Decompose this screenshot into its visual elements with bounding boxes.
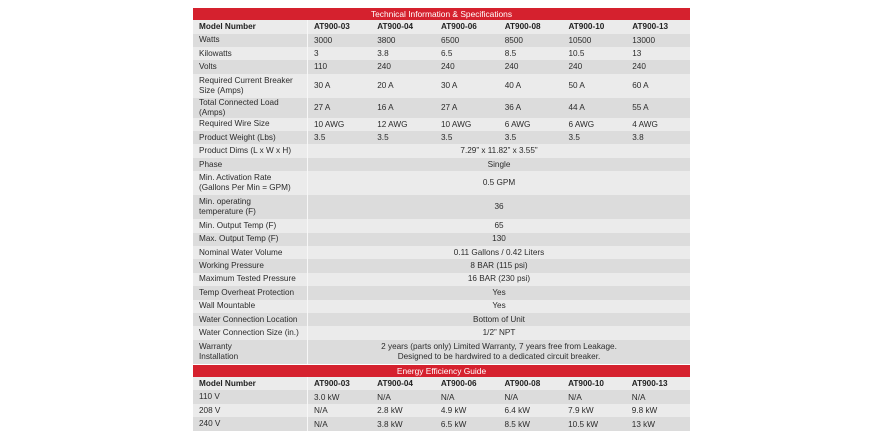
row-value: 55 A (626, 98, 690, 118)
header-model: AT900-04 (371, 377, 435, 391)
row-value: 6.5 (435, 47, 499, 60)
row-value: 36 A (499, 98, 563, 118)
header-model: AT900-04 (371, 20, 435, 34)
row-label: Min. Activation Rate (Gallons Per Min = GPM) (193, 171, 308, 195)
row-value: Yes (308, 300, 691, 313)
row-value: 65 (308, 219, 691, 232)
table-row (193, 326, 690, 339)
row-value: 60 A (626, 74, 690, 98)
row-value: 8 BAR (115 psi) (308, 259, 691, 272)
row-value: 3.5 (308, 131, 372, 144)
row-value: 50 A (563, 74, 627, 98)
table-row (193, 340, 690, 364)
spec-table (193, 20, 690, 364)
row-value: 110 (308, 60, 372, 73)
row-value: 7.29” x 11.82” x 3.55” (308, 144, 691, 157)
row-label: Product Weight (Lbs) (193, 131, 308, 144)
row-value: 30 A (308, 74, 372, 98)
row-value: 4 AWG (626, 118, 690, 131)
row-label: Product Dims (L x W x H) (193, 144, 308, 157)
table-row (193, 118, 690, 131)
row-label: Maximum Tested Pressure (193, 273, 308, 286)
row-label: Total Connected Load (Amps) (193, 98, 308, 118)
row-value: 10 AWG (308, 118, 372, 131)
row-label: Working Pressure (193, 259, 308, 272)
row-label: Water Connection Location (193, 313, 308, 326)
row-value: 44 A (563, 98, 627, 118)
row-label: 208 V (193, 404, 308, 418)
row-value: 240 (499, 60, 563, 73)
row-value: 27 A (308, 98, 372, 118)
row-value: 3.5 (499, 131, 563, 144)
table-row (193, 98, 690, 118)
row-value: 8500 (499, 34, 563, 47)
header-label: Model Number (193, 20, 308, 34)
header-model: AT900-08 (499, 20, 563, 34)
header-model: AT900-10 (562, 377, 626, 391)
row-value: Bottom of Unit (308, 313, 691, 326)
header-model: AT900-03 (308, 377, 372, 391)
row-label: Nominal Water Volume (193, 246, 308, 259)
table-row (193, 233, 690, 246)
row-value: 3.5 (563, 131, 627, 144)
row-value: 0.11 Gallons / 0.42 Liters (308, 246, 691, 259)
row-value: 27 A (435, 98, 499, 118)
row-label: Min. Output Temp (F) (193, 219, 308, 232)
table-row (193, 131, 690, 144)
row-label: Warranty Installation (193, 340, 308, 364)
row-label: Wall Mountable (193, 300, 308, 313)
table-row (193, 195, 690, 219)
table-row (193, 390, 690, 404)
row-value: N/A (371, 390, 435, 404)
row-label: 240 V (193, 417, 308, 431)
row-value: N/A (435, 390, 499, 404)
row-value: 240 (563, 60, 627, 73)
table-row (193, 74, 690, 98)
row-value: 3.8 kW (371, 417, 435, 431)
row-value: 3.5 (371, 131, 435, 144)
row-label: Min. operating temperature (F) (193, 195, 308, 219)
row-value: 6 AWG (563, 118, 627, 131)
row-value: 130 (308, 233, 691, 246)
row-value: Single (308, 158, 691, 171)
row-value: 8.5 kW (498, 417, 562, 431)
table-row (193, 47, 690, 60)
row-value: 240 (626, 60, 690, 73)
table-row (193, 34, 690, 47)
row-label: Volts (193, 60, 308, 73)
spec-sheet (193, 8, 690, 431)
row-value: Yes (308, 286, 691, 299)
row-label: Water Connection Size (in.) (193, 326, 308, 339)
row-value: 6.4 kW (498, 404, 562, 418)
table-row (193, 219, 690, 232)
row-value: N/A (562, 390, 626, 404)
row-label: Max. Output Temp (F) (193, 233, 308, 246)
table-row (193, 259, 690, 272)
header-model: AT900-06 (435, 377, 499, 391)
table-header-row (193, 377, 690, 391)
row-label: 110 V (193, 390, 308, 404)
row-value: 1/2” NPT (308, 326, 691, 339)
row-value: 3 (308, 47, 372, 60)
row-value: 20 A (371, 74, 435, 98)
row-value: 3.8 (371, 47, 435, 60)
row-value: 3.8 (626, 131, 690, 144)
row-value: 8.5 (499, 47, 563, 60)
row-label: Phase (193, 158, 308, 171)
header-model: AT900-13 (626, 377, 690, 391)
row-value: 6.5 kW (435, 417, 499, 431)
table-row (193, 313, 690, 326)
row-value: 40 A (499, 74, 563, 98)
row-value: 16 BAR (230 psi) (308, 273, 691, 286)
table-row (193, 300, 690, 313)
header-label: Model Number (193, 377, 308, 391)
row-value: 6 AWG (499, 118, 563, 131)
row-value: 13 kW (626, 417, 690, 431)
row-value: 12 AWG (371, 118, 435, 131)
header-model: AT900-08 (498, 377, 562, 391)
row-value: 13 (626, 47, 690, 60)
row-value: 10500 (563, 34, 627, 47)
spec-title: Technical Information & Specifications (193, 8, 690, 20)
row-value: 2 years (parts only) Limited Warranty, 7 years free from Leakage. Designed to be hardwired to a dedicated circuit breaker. (308, 340, 691, 364)
table-row (193, 171, 690, 195)
energy-table (193, 377, 690, 431)
table-header-row (193, 20, 690, 34)
row-value: 13000 (626, 34, 690, 47)
row-value: 30 A (435, 74, 499, 98)
row-value: 6500 (435, 34, 499, 47)
header-model: AT900-06 (435, 20, 499, 34)
row-value: 9.8 kW (626, 404, 690, 418)
table-row (193, 158, 690, 171)
header-model: AT900-13 (626, 20, 690, 34)
header-model: AT900-10 (563, 20, 627, 34)
row-value: 10.5 (563, 47, 627, 60)
row-value: 2.8 kW (371, 404, 435, 418)
row-label: Watts (193, 34, 308, 47)
energy-title: Energy Efficiency Guide (193, 365, 690, 377)
row-value: 7.9 kW (562, 404, 626, 418)
row-label: Required Current Breaker Size (Amps) (193, 74, 308, 98)
table-row (193, 404, 690, 418)
row-value: N/A (626, 390, 690, 404)
row-value: 3.0 kW (308, 390, 372, 404)
table-row (193, 286, 690, 299)
row-value: 240 (371, 60, 435, 73)
table-row (193, 417, 690, 431)
header-model: AT900-03 (308, 20, 372, 34)
row-value: 3.5 (435, 131, 499, 144)
row-value: 3000 (308, 34, 372, 47)
row-label: Temp Overheat Protection (193, 286, 308, 299)
row-value: 3800 (371, 34, 435, 47)
row-value: N/A (308, 417, 372, 431)
row-value: 0.5 GPM (308, 171, 691, 195)
row-value: 240 (435, 60, 499, 73)
row-value: 10 AWG (435, 118, 499, 131)
row-value: 4.9 kW (435, 404, 499, 418)
table-row (193, 273, 690, 286)
row-label: Kilowatts (193, 47, 308, 60)
row-value: 36 (308, 195, 691, 219)
table-row (193, 246, 690, 259)
row-label: Required Wire Size (193, 118, 308, 131)
table-row (193, 144, 690, 157)
row-value: 10.5 kW (562, 417, 626, 431)
table-row (193, 60, 690, 73)
row-value: N/A (308, 404, 372, 418)
row-value: 16 A (371, 98, 435, 118)
row-value: N/A (498, 390, 562, 404)
